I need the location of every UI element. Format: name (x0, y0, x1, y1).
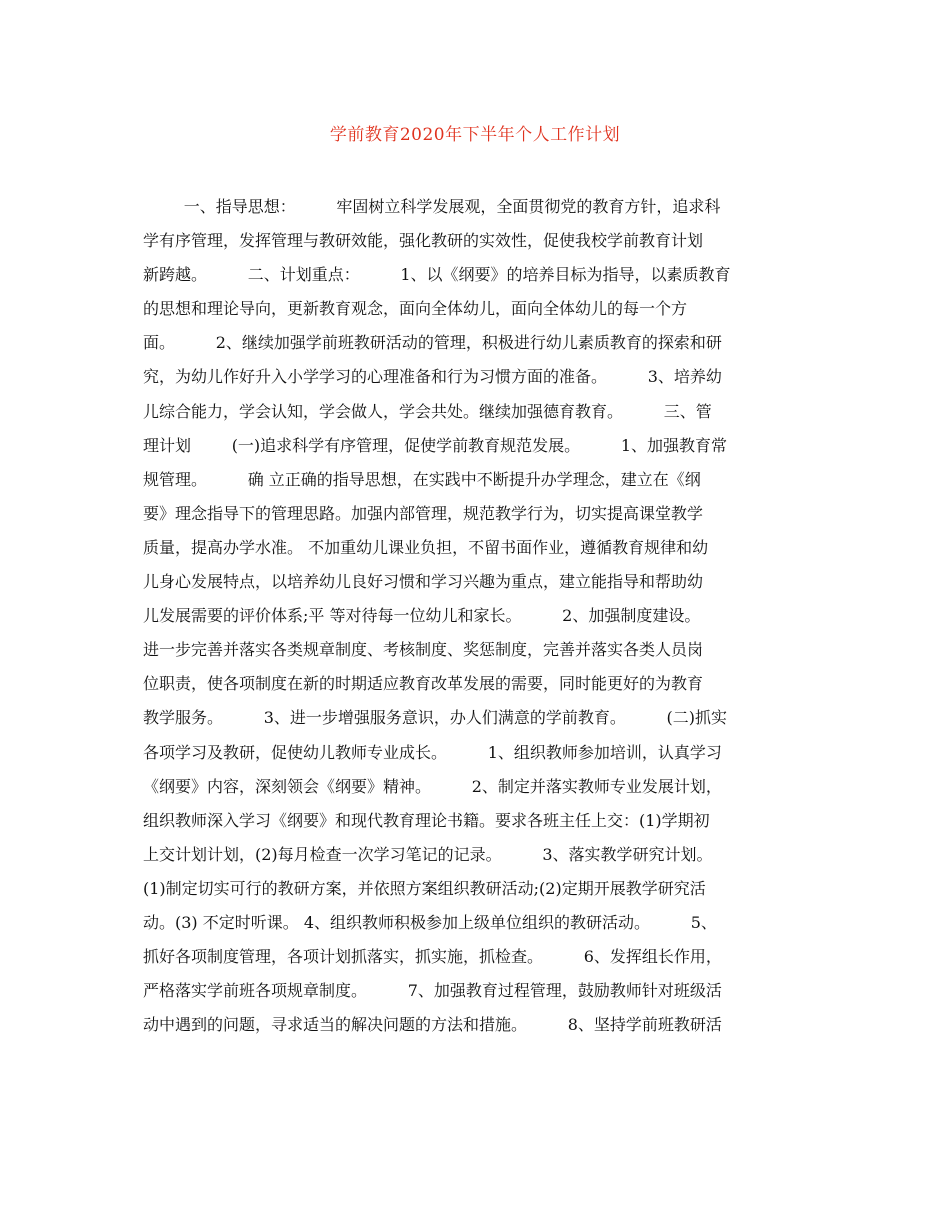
body-line: 要》理念指导下的管理思路。加强内部管理，规范教学行为，切实提高课堂教学 (143, 503, 704, 523)
document-body (143, 190, 805, 1042)
body-line: 组织教师深入学习《纲要》和现代教育理论书籍。要求各班主任上交：(1)学期初 (143, 810, 710, 830)
body-line: 新跨越。 二、计划重点： 1、以《纲要》的培养目标为指导，以素质教育 (143, 265, 731, 285)
body-line: 各项学习及教研，促使幼儿教师专业成长。 1、组织教师参加培训，认真学习 (143, 742, 722, 762)
body-line: 抓好各项制度管理，各项计划抓落实，抓实施，抓检查。 6、发挥组长作用， (143, 947, 722, 967)
body-line: 儿综合能力，学会认知，学会做人，学会共处。继续加强德育教育。 三、管 (143, 401, 712, 421)
body-line: 儿发展需要的评价体系;平 等对待每一位幼儿和家长。 2、加强制度建设。 (143, 606, 701, 626)
body-line: 《纲要》内容，深刻领会《纲要》精神。 2、制定并落实教师专业发展计划， (143, 776, 722, 796)
body-line: 动中遇到的问题，寻求适当的解决问题的方法和措施。 8、坚持学前班教研活 (143, 1015, 722, 1035)
body-line: 儿身心发展特点，以培养幼儿良好习惯和学习兴趣为重点，建立能指导和帮助幼 (143, 572, 704, 592)
body-line: 位职责，使各项制度在新的时期适应教育改革发展的需要，同时能更好的为教育 (143, 674, 704, 694)
body-line: 究，为幼儿作好升入小学学习的心理准备和行为习惯方面的准备。 3、培养幼 (143, 367, 722, 387)
body-line: 学有序管理，发挥管理与教研效能，强化教研的实效性，促使我校学前教育计划 (143, 231, 704, 251)
body-line: (1)制定切实可行的教研方案，并依照方案组织教研活动;(2)定期开展教学研究活 (143, 878, 706, 898)
body-line: 教学服务。 3、进一步增强服务意识，办人们满意的学前教育。 (二)抓实 (143, 708, 728, 728)
body-line: 规管理。 确 立正确的指导思想，在实践中不断提升办学理念，建立在《纲 (143, 469, 701, 489)
body-line: 面。 2、继续加强学前班教研活动的管理，积极进行幼儿素质教育的探索和研 (143, 333, 722, 353)
body-line: 一、指导思想： 牢固树立科学发展观，全面贯彻党的教育方针，追求科 (143, 197, 721, 216)
document-title: 学前教育2020年下半年个人工作计划 (329, 125, 621, 145)
body-line: 质量，提高办学水准。 不加重幼儿课业负担，不留书面作业，遵循教育规律和幼 (143, 537, 709, 557)
body-line: 动。(3) 不定时听课。 4、组织教师积极参加上级单位组织的教研活动。 5、 (143, 912, 717, 932)
body-line: 理计划 (一)追求科学有序管理，促使学前教育规范发展。 1、加强教育常 (143, 435, 728, 455)
body-line: 进一步完善并落实各类规章制度、考核制度、奖惩制度，完善并落实各类人员岗 (143, 640, 704, 660)
body-line: 的思想和理论导向，更新教育观念，面向全体幼儿，面向全体幼儿的每一个方 (143, 299, 688, 319)
body-line: 严格落实学前班各项规章制度。 7、加强教育过程管理，鼓励教师针对班级活 (143, 981, 722, 1001)
body-line: 上交计划计划，(2)每月检查一次学习笔记的记录。 3、落实教学研究计划。 (143, 844, 713, 864)
